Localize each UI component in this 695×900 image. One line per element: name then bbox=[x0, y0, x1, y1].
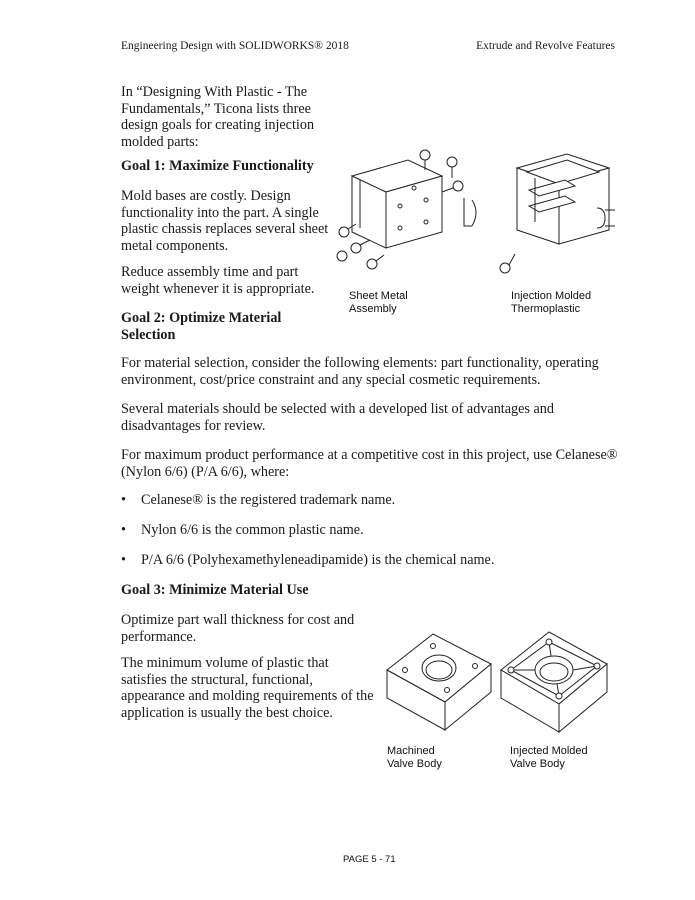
text-line: disadvantages for review. bbox=[121, 417, 266, 434]
caption-line: Sheet Metal bbox=[349, 290, 408, 302]
text-line: In “Designing With Plastic - The bbox=[121, 84, 308, 100]
caption-line: Thermoplastic bbox=[511, 303, 581, 315]
text-line: Mold bases are costly. Design bbox=[121, 188, 291, 204]
text-line: weight whenever it is appropriate. bbox=[121, 280, 315, 297]
text-line: Several materials should be selected with a developed list of advantages and bbox=[121, 401, 554, 417]
sheet-metal-assembly-illustration bbox=[330, 140, 500, 285]
intro-paragraph bbox=[121, 84, 314, 150]
page-number: PAGE 5 - 71 bbox=[343, 854, 396, 865]
bullet-text: P/A 6/6 (Polyhexamethyleneadipamide) is the chemical name. bbox=[141, 552, 495, 568]
text-line: functionality into the part. A single bbox=[121, 204, 319, 221]
goal2-paragraph-1 bbox=[121, 355, 599, 388]
text-line: For material selection, consider the following elements: part functionality, operating bbox=[121, 355, 599, 371]
bullet-marker: • bbox=[121, 492, 126, 508]
injection-molded-illustration bbox=[505, 148, 620, 278]
caption-line: Injection Molded bbox=[511, 290, 592, 302]
bullet-marker: • bbox=[121, 552, 126, 568]
caption-sheet-metal bbox=[349, 290, 408, 316]
goal3-paragraph-1 bbox=[121, 612, 354, 645]
running-header-left: Engineering Design with SOLIDWORKS® 2018 bbox=[121, 40, 349, 52]
caption-line: Valve Body bbox=[387, 758, 442, 770]
text-line: application is usually the best choice. bbox=[121, 704, 333, 721]
goal2-paragraph-3 bbox=[121, 447, 618, 480]
goal3-heading: Goal 3: Minimize Material Use bbox=[121, 582, 309, 598]
text-line: Optimize part wall thickness for cost and bbox=[121, 612, 355, 628]
text-line: For maximum product performance at a competitive cost in this project, use Celanese® bbox=[121, 447, 618, 463]
text-line: plastic chassis replaces several sheet bbox=[121, 221, 329, 237]
goal3-paragraph-2 bbox=[121, 655, 374, 721]
bullet-text: Nylon 6/6 is the common plastic name. bbox=[141, 522, 364, 538]
text-line: performance. bbox=[121, 628, 197, 645]
text-line: environment, cost/price constraint and any special cosmetic requirements. bbox=[121, 371, 541, 388]
heading-line: Selection bbox=[121, 326, 176, 343]
heading-line: Goal 2: Optimize Material bbox=[121, 310, 282, 326]
bullet-marker: • bbox=[121, 522, 126, 538]
injected-molded-valve-body-illustration bbox=[497, 628, 612, 740]
caption-line: Valve Body bbox=[510, 758, 565, 770]
goal1-paragraph-2 bbox=[121, 264, 314, 297]
goal1-paragraph-1 bbox=[121, 188, 328, 254]
caption-injected-molded-valve-body bbox=[510, 745, 588, 771]
caption-injection-molded bbox=[511, 290, 591, 316]
caption-line: Machined bbox=[387, 745, 435, 757]
machined-valve-body-illustration bbox=[383, 630, 498, 740]
text-line: metal components. bbox=[121, 237, 229, 254]
text-line: design goals for creating injection bbox=[121, 117, 315, 133]
text-line: The minimum volume of plastic that bbox=[121, 655, 329, 671]
caption-line: Assembly bbox=[349, 303, 397, 315]
goal1-heading: Goal 1: Maximize Functionality bbox=[121, 158, 314, 174]
text-line: (Nylon 6/6) (P/A 6/6), where: bbox=[121, 463, 290, 480]
caption-machined-valve-body bbox=[387, 745, 442, 771]
text-line: molded parts: bbox=[121, 133, 199, 150]
bullet-text: Celanese® is the registered trademark name. bbox=[141, 492, 396, 508]
running-header-right: Extrude and Revolve Features bbox=[476, 40, 615, 52]
text-line: Fundamentals,” Ticona lists three bbox=[121, 100, 311, 117]
goal2-paragraph-2 bbox=[121, 401, 554, 434]
goal2-heading bbox=[121, 310, 281, 343]
text-line: satisfies the structural, functional, bbox=[121, 671, 313, 688]
text-line: appearance and molding requirements of the bbox=[121, 688, 374, 704]
text-line: Reduce assembly time and part bbox=[121, 264, 299, 280]
caption-line: Injected Molded bbox=[510, 745, 588, 757]
